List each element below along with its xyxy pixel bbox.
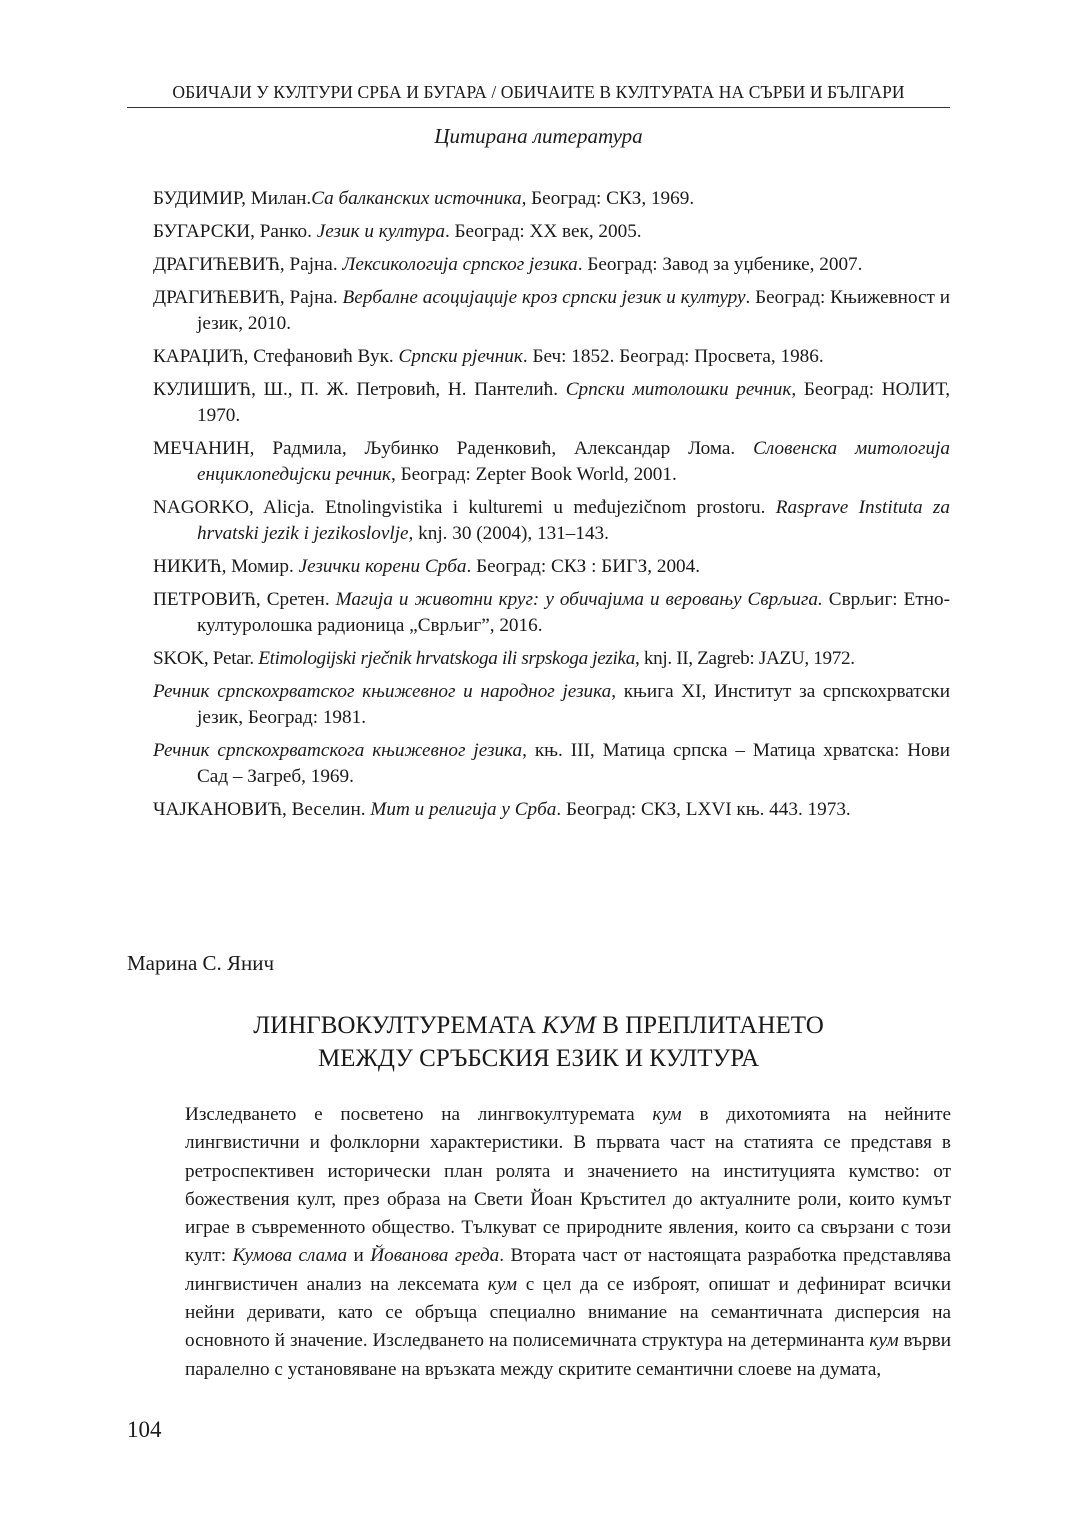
- reference-item: [153, 797, 950, 823]
- reference-author: NAGORKO, Alicja. Etnolingvistika i kulturemi u međujezičnom prostoru.: [153, 497, 776, 518]
- references-heading: Цитирана литература: [434, 124, 643, 148]
- reference-item: [153, 738, 950, 790]
- running-header: ОБИЧАЈИ У КУЛТУРИ СРБА И БУГАРА / ОБИЧАИТЕ В КУЛТУРАТА НА СЪРБИ И БЪЛГАРИ: [127, 82, 950, 108]
- abstract-term: кум: [652, 1104, 682, 1125]
- reference-publication: , књига XI, Институт за српскохрватски језик, Београд: 1981.: [197, 681, 951, 728]
- article-title-line-1: [127, 1009, 950, 1042]
- reference-publication: . Београд: Завод за уџбенике, 2007.: [577, 254, 863, 275]
- reference-title: Речник српскохрватског књижевног и народног језика: [153, 681, 612, 702]
- reference-title: Са балканских источника: [311, 188, 522, 209]
- reference-publication: , knj. II, Zagreb: JAZU, 1972.: [634, 648, 855, 669]
- reference-list: [153, 186, 950, 830]
- title-text: В ПРЕПЛИТАНЕТО: [595, 1012, 824, 1039]
- reference-publication: Сврљиг: Етно-културолошка радионица „Сврљиг”, 2016.: [197, 589, 950, 636]
- reference-item: [153, 186, 950, 212]
- reference-item: [153, 587, 950, 639]
- abstract-text: . Втората част от настоящата разработка представлява лингвистичен анализ на лексемата: [185, 1245, 952, 1295]
- abstract-text: върви паралелно с установяване на връзката между скритите семантични слоеве на думата,: [185, 1330, 951, 1380]
- reference-item: [153, 285, 950, 337]
- abstract-text: в дихотомията на нейните лингвистични и фолклорни характеристики. В първата част на статията се представя в ретроспективен исторически план ролята и значението на институцията кумство: от божествения култ, през образа на Свети Йоан Кръстител до актуалните роли, които кумът играе в съвременното общество. Тълкуват се природните явления, които са свързани с този култ:: [185, 1104, 951, 1267]
- reference-title: Српски рјечник: [398, 346, 523, 367]
- reference-title: Магија и животни круг: у обичајима и веровању Сврљига.: [335, 589, 823, 610]
- reference-author: ПЕТРОВИЋ, Сретен.: [153, 589, 336, 610]
- abstract-text: с цел да се изброят, опишат и дефинират всички нейни деривати, като се обръща специално внимание на семантичната дисперсия на основното й значение. Изследването на полисемичната структура на детерминанта: [185, 1273, 951, 1352]
- abstract-term: кум: [869, 1330, 899, 1352]
- reference-publication: , Београд: НОЛИТ, 1970.: [197, 379, 950, 426]
- reference-title: Rasprave Instituta za hrvatski jezik i jezikoslovlje: [197, 497, 950, 544]
- reference-publication: , Београд: СКЗ, 1969.: [521, 188, 695, 209]
- reference-publication: . Беч: 1852. Београд: Просвета, 1986.: [522, 346, 824, 367]
- article-abstract: [185, 1101, 951, 1384]
- reference-author: SKOK, Petar.: [153, 648, 259, 669]
- article-title: [127, 1009, 950, 1075]
- article-title-line-2: МЕЖДУ СРЪБСКИЯ ЕЗИК И КУЛТУРА: [317, 1045, 760, 1072]
- reference-author: КУЛИШИЋ, Ш., П. Ж. Петровић, Н. Пантелић.: [153, 379, 566, 400]
- reference-title: Мит и религија у Срба: [370, 799, 557, 820]
- title-keyword: КУМ: [542, 1012, 596, 1039]
- reference-title: Српски митолошки речник: [565, 379, 792, 400]
- abstract-term: Йованова греда: [370, 1245, 500, 1267]
- reference-title: Језички корени Срба: [298, 556, 467, 577]
- reference-publication: , Београд: Zepter Book World, 2001.: [391, 464, 677, 485]
- reference-title: Лексикологија српског језика: [342, 254, 578, 275]
- reference-publication: , knj. 30 (2004), 131–143.: [408, 523, 609, 544]
- reference-author: ЧАЈКАНОВИЋ, Веселин.: [153, 799, 371, 820]
- reference-author: ДРАГИЋЕВИЋ, Рајна.: [153, 254, 343, 275]
- reference-item: [153, 344, 950, 370]
- reference-author: НИКИЋ, Момир.: [153, 556, 299, 577]
- reference-publication: . Београд: СКЗ : БИГЗ, 2004.: [466, 556, 701, 577]
- reference-author: ДРАГИЋЕВИЋ, Рајна.: [153, 287, 343, 308]
- reference-author: КАРАЏИЋ, Стефановић Вук.: [153, 346, 399, 367]
- reference-item: [153, 679, 950, 731]
- reference-publication: . Београд: ХХ век, 2005.: [444, 221, 642, 242]
- article-author: Марина С. Янич: [127, 951, 275, 975]
- reference-publication: . Београд: СКЗ, LXVI књ. 443. 1973.: [556, 799, 851, 820]
- abstract-text: и: [347, 1245, 371, 1267]
- reference-title: Etimologijski rječnik hrvatskoga ili srpskoga jezika: [258, 648, 635, 669]
- page-number: 104: [127, 1417, 162, 1442]
- reference-title: Речник српскохрватскога књижевног језика: [153, 740, 523, 761]
- reference-item: [153, 495, 950, 547]
- reference-publication: . Београд: Књижевност и језик, 2010.: [197, 287, 951, 334]
- reference-item: [153, 436, 950, 488]
- reference-author: БУГАРСКИ, Ранко.: [153, 221, 317, 242]
- title-text: ЛИНГВОКУЛТУРЕМАТА: [253, 1012, 543, 1039]
- reference-item: [153, 252, 950, 278]
- reference-item: [153, 219, 950, 245]
- reference-title: Словенска митологија енциклопедијски речник: [197, 438, 950, 485]
- reference-title: Језик и култура: [316, 221, 445, 242]
- reference-item: [153, 554, 950, 580]
- reference-publication: , књ. III, Матица српска – Матица хрватска: Нови Сад – Загреб, 1969.: [197, 740, 950, 787]
- reference-author: МЕЧАНИН, Радмила, Љубинко Раденковић, Александар Лома.: [153, 438, 754, 459]
- reference-item: [153, 646, 950, 672]
- abstract-term: кум: [487, 1273, 518, 1295]
- reference-item: [153, 377, 950, 429]
- reference-author: БУДИМИР, Милан.: [153, 188, 312, 209]
- abstract-text: Изследването е посветено на лингвокултуремата: [185, 1104, 653, 1125]
- abstract-term: Кумова слама: [232, 1245, 348, 1267]
- reference-title: Вербалне асоцијације кроз српски језик и културу: [342, 287, 746, 308]
